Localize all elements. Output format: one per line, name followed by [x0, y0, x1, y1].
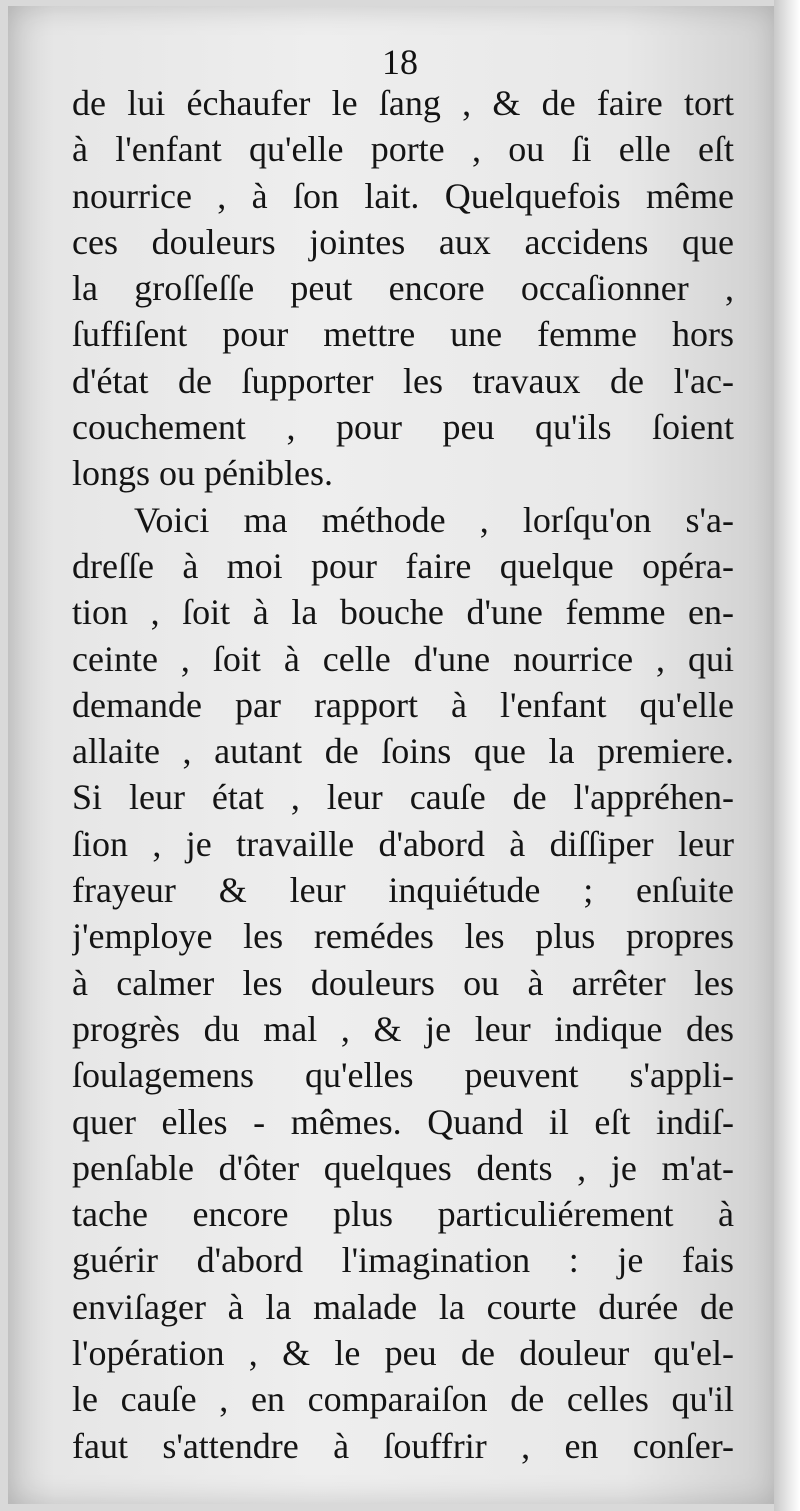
text-line: j'employe les remédes les plus propres	[72, 916, 734, 957]
text-line: penſable d'ôter quelques dents , je m'at-	[72, 1147, 734, 1188]
page-number: 18	[382, 42, 418, 82]
text-line: ſuffiſent pour mettre une femme hors	[72, 314, 734, 355]
text-line: à calmer les douleurs ou à arrêter les	[72, 962, 734, 1003]
text-line: d'état de ſupporter les travaux de l'ac-	[72, 360, 734, 401]
text-line: ſion , je travaille d'abord à diſſiper leur	[72, 823, 734, 864]
text-line: le cauſe , en comparaiſon de celles qu'il	[72, 1379, 734, 1420]
page-edge	[774, 0, 800, 1511]
text-line: Si leur état , leur cauſe de l'appréhen-	[72, 777, 734, 818]
text-line: à l'enfant qu'elle porte , ou ſi elle eſt	[72, 129, 734, 170]
text-line: dreſſe à moi pour faire quelque opéra-	[72, 545, 734, 586]
text-line: progrès du mal , & je leur indique des	[72, 1008, 734, 1049]
text-line: l'opération , & le peu de douleur qu'el-	[72, 1333, 734, 1374]
text-line: longs ou pénibles.	[72, 453, 333, 494]
text-line: faut s'attendre à ſouffrir , en conſer-	[72, 1425, 734, 1466]
text-line: couchement , pour peu qu'ils ſoient	[72, 407, 734, 448]
text-line: ces douleurs jointes aux accidens que	[72, 221, 734, 262]
text-line: enviſager à la malade la courte durée de	[72, 1286, 734, 1327]
text-line: guérir d'abord l'imagination : je fais	[72, 1240, 734, 1281]
body-text	[72, 80, 734, 1469]
text-line: Voici ma méthode , lorſqu'on s'a-	[134, 499, 734, 540]
text-line: ſoulagemens qu'elles peuvent s'appli-	[72, 1055, 734, 1096]
text-line: quer elles - mêmes. Quand il eſt indiſ-	[72, 1101, 734, 1142]
text-line: de lui échaufer le ſang , & de faire tort	[72, 83, 734, 123]
text-line: nourrice , à ſon lait. Quelquefois même	[72, 175, 734, 216]
text-line: ceinte , ſoit à celle d'une nourrice , qui	[72, 638, 734, 679]
text-line: frayeur & leur inquiétude ; enſuite	[72, 870, 734, 911]
text-line: allaite , autant de ſoins que la premiere.	[72, 731, 734, 772]
text-line: tache encore plus particuliérement à	[72, 1194, 734, 1235]
text-line: demande par rapport à l'enfant qu'elle	[72, 684, 734, 725]
text-line: tion , ſoit à la bouche d'une femme en-	[72, 592, 734, 633]
text-line: la groſſeſſe peut encore occaſionner ,	[72, 268, 734, 309]
